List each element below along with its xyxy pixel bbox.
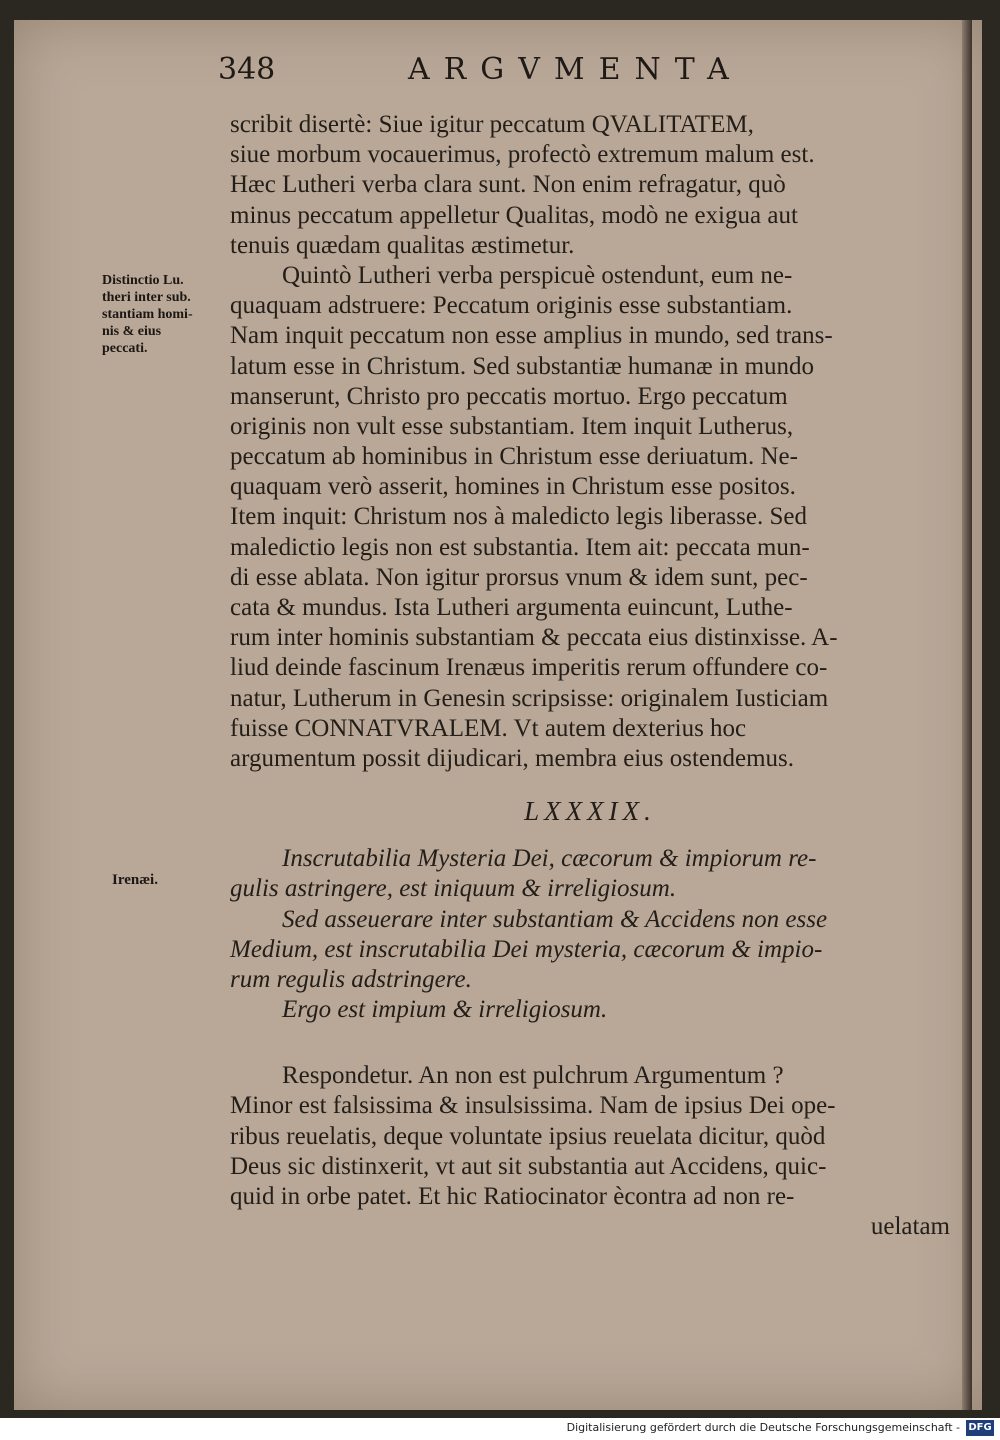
text-line: di esse ablata. Non igitur prorsus vnum & idem sunt, pec- <box>230 563 808 591</box>
text-line: originis non vult esse substantiam. Item inquit Lutherus, <box>230 412 794 440</box>
text-line: Nam inquit peccatum non esse amplius in mundo, sed trans- <box>230 322 833 350</box>
text-line: Deus sic distinxerit, vt aut sit substantia aut Accidens, quic- <box>230 1152 827 1180</box>
text-line: Respondetur. An non est pulchrum Argumentum ? <box>282 1062 784 1090</box>
text-line: quaquam adstruere: Peccatum originis esse substantiam. <box>230 292 793 320</box>
text-line: Hæc Lutheri verba clara sunt. Non enim refragatur, quò <box>230 171 786 199</box>
catchword: uelatam <box>870 1213 950 1241</box>
margin-note-line: peccati. <box>102 341 148 356</box>
margin-note-line: theri inter sub. <box>102 290 191 305</box>
margin-note-line: nis & eius <box>102 324 162 339</box>
argument-line: gulis astringere, est iniquum & irreligiosum. <box>230 875 677 903</box>
footer-bar <box>0 1418 1000 1440</box>
text-line: siue morbum vocauerimus, profectò extremum malum est. <box>230 141 815 169</box>
text-line: maledictio legis non est substantia. Item ait: peccata mun- <box>230 533 810 561</box>
text-line: manserunt, Christo pro peccatis mortuo. Ergo peccatum <box>230 382 788 410</box>
text-line: minus peccatum appelletur Qualitas, modò ne exigua aut <box>230 201 798 229</box>
text-line: quaquam verò asserit, homines in Christum esse positos. <box>230 473 796 501</box>
page-edge <box>962 20 972 1410</box>
text-line: peccatum ab hominibus in Christum esse deriuatum. Ne- <box>230 443 798 471</box>
text-line: argumentum possit dijudicari, membra eius ostendemus. <box>230 744 795 772</box>
margin-note-irenaei: Irenæi. <box>112 872 158 888</box>
argument-line: Ergo est impium & irreligiosum. <box>282 996 608 1024</box>
text-line: fuisse CONNATVRALEM. Vt autem dexterius hoc <box>230 714 747 742</box>
spacer <box>230 1025 950 1061</box>
margin-note-line: Distinctio Lu. <box>102 273 184 288</box>
argument-line: Sed asseuerare inter substantiam & Accidens non esse <box>282 905 828 933</box>
text-line: ribus reuelatis, deque voluntate ipsius reuelata dicitur, quòd <box>230 1122 826 1150</box>
text-line: Quintò Lutheri verba perspicuè ostendunt, eum ne- <box>282 261 793 289</box>
dfg-logo: DFG <box>966 1420 994 1436</box>
text-line: natur, Lutherum in Genesin scripsisse: originalem Iusticiam <box>230 684 829 712</box>
text-line: latum esse in Christum. Sed substantiæ humanæ in mundo <box>230 352 815 380</box>
text-line: tenuis quædam qualitas æstimetur. <box>230 231 575 259</box>
running-head: ARGVMENTA <box>408 52 743 87</box>
argument-line: rum regulis adstringere. <box>230 965 472 993</box>
section-heading: LXXXIX. <box>524 796 656 827</box>
argument-line: Inscrutabilia Mysteria Dei, cæcorum & impiorum re- <box>282 845 817 873</box>
funding-notice: Digitalisierung gefördert durch die Deutsche Forschungsgemeinschaft - <box>566 1421 960 1434</box>
page-number: 348 <box>218 52 276 87</box>
body-text <box>230 110 950 1242</box>
text-line: quid in orbe patet. Et hic Ratiocinator ècontra ad non re- <box>230 1183 795 1210</box>
text-line: scribit disertè: Siue igitur peccatum QVALITATEM, <box>230 111 754 138</box>
text-line: cata & mundus. Ista Lutheri argumenta euincunt, Luthe- <box>230 594 793 621</box>
text-line: Item inquit: Christum nos à maledicto legis liberasse. Sed <box>230 503 807 531</box>
page-header <box>218 52 758 102</box>
margin-note-distinction <box>102 272 242 357</box>
text-line: Minor est falsissima & insulsissima. Nam de ipsius Dei ope- <box>230 1092 836 1120</box>
text-line: liud deinde fascinum Irenæus imperitis rerum offundere co- <box>230 654 828 682</box>
text-line: rum inter hominis substantiam & peccata eius distinxisse. A- <box>230 624 838 652</box>
argument-line: Medium, est inscrutabilia Dei mysteria, cæcorum & impio- <box>230 935 823 963</box>
margin-note-line: stantiam homi- <box>102 307 193 322</box>
